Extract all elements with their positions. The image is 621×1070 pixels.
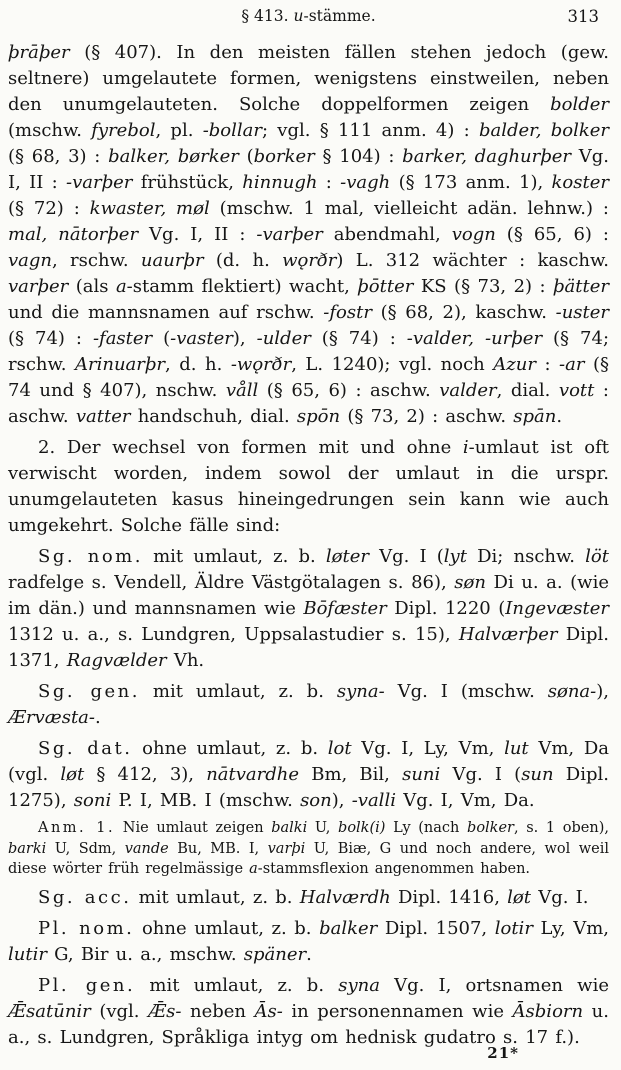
- running-head: [8, 7, 609, 29]
- paragraph-sg-dat: Sg. dat. ohne umlaut, z. b. lot Vg. I, Ly, Vm, lut Vm, Da (vgl. løt § 412, 3), nātvardhe Bm, Bil, suni Vg. I (sun Dipl. 1275), soni P. I, MB. I (mschw. son), -valli Vg. I, Vm, Da.: [8, 738, 609, 811]
- paragraph-section-2: 2. Der wechsel von formen mit und ohne i-umlaut ist oft verwischt worden, indem sowol der umlaut in die urspr. unumgelauteten kasus hineingedrungen sein kann wie auch umgekehrt. Solche fälle sind:: [8, 437, 609, 536]
- paragraph-sg-acc: Sg. acc. mit umlaut, z. b. Halværdh Dipl. 1416, løt Vg. I.: [38, 886, 589, 908]
- annotation-paragraph: Anm. 1. Nie umlaut zeigen balki U, bolk(i) Ly (nach bolker, s. 1 oben), barki U, Sdm, vande Bu, MB. I, varþi U, Biæ, G und noch andere, wol weil diese wörter früh regelmässige a-stammsflexion angenommen haben.: [8, 820, 609, 877]
- paragraph-pl-nom: Pl. nom. ohne umlaut, z. b. balker Dipl. 1507, lotir Ly, Vm, lutir G, Bir u. a., mschw. späner.: [8, 917, 610, 965]
- paragraph-continuation: þrāþer (§ 407). In den meisten fällen stehen jedoch (gew. seltnere) umgelautete formen, wenigstens einstweilen, neben den unumgelauteten. Solche doppelformen zeigen bolder (mschw. fyrebol, pl. -bollar; vgl. § 111 anm. 4) : balder, bolker (§ 68, 3) : balker, børker (borker § 104) : barker, daghurþer Vg. I, II : -varþer frühstück, hinnugh : -vagh (§ 173 anm. 1), koster (§ 72) : kwaster, møl (mschw. 1 mal, vielleicht adän. lehnw.) : mal, nātorþer Vg. I, II : -varþer abendmahl, vogn (§ 65, 6) : vagn, rschw. uaurþr (d. h. wǫrðr) L. 312 wächter : kaschw. varþer (als a-stamm flektiert) wacht, þōtter KS (§ 73, 2) : þätter und die mannsnamen auf rschw. -fostr (§ 68, 2), kaschw. -uster (§ 74) : -faster (-vaster), -ulder (§ 74) : -valder, -urþer (§ 74; rschw. Arinuarþr, d. h. -wǫrðr, L. 1240); vgl. noch Azur : -ar (§ 74 und § 407), nschw. våll (§ 65, 6) : aschw. valder, dial. vott : aschw. vatter handschuh, dial. spōn (§ 73, 2) : aschw. spān.: [8, 42, 610, 427]
- paragraph-sg-nom: Sg. nom. mit umlaut, z. b. løter Vg. I (lyt Di; nschw. löt radfelge s. Vendell, Äldre Västgötalagen s. 86), søn Di u. a. (wie im dän.) und mannsnamen wie Bōfæster Dipl. 1220 (Ingevæster 1312 u. a., s. Lundgren, Uppsalastudier s. 15), Halværþer Dipl. 1371, Ragvælder Vh.: [8, 546, 609, 671]
- paragraph-pl-gen: Pl. gen. mit umlaut, z. b. syna Vg. I, ortsnamen wie Ǣsatūnir (vgl. Ǣs- neben Ās- in personennamen wie Āsbiorn u. a., s. Lundgren, Språkliga intyg om hednisk gudatro s. 17 f.).: [8, 974, 609, 1048]
- paragraph-sg-gen: Sg. gen. mit umlaut, z. b. syna- Vg. I (mschw. søna-), Ærvæsta-.: [8, 681, 609, 728]
- page-number: 313: [567, 7, 599, 26]
- section-title: § 413. u-stämme.: [241, 7, 376, 25]
- signature-mark: 21*: [487, 1044, 519, 1062]
